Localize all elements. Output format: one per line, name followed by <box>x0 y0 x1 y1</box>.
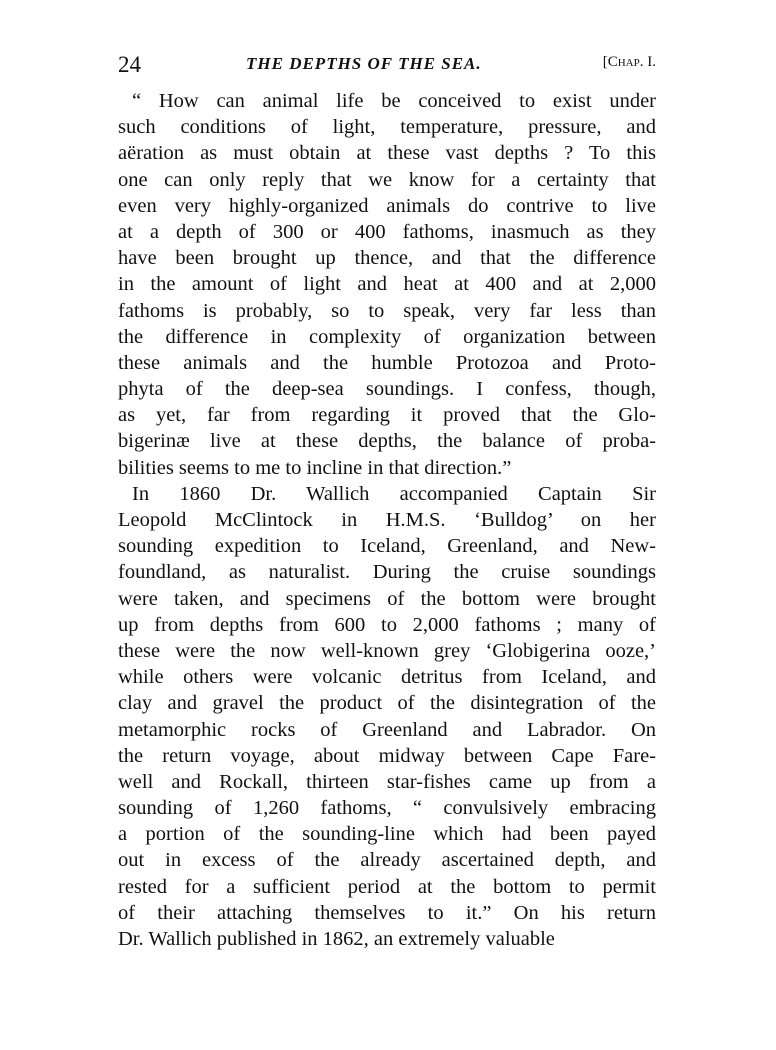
running-header <box>118 52 656 78</box>
text-line: these were the now well-known grey ‘Globigerina ooze,’ <box>118 639 656 662</box>
paragraph <box>118 88 656 481</box>
text-line: out in excess of the already ascertained depth, and <box>118 849 656 872</box>
chapter-label: [Chap. I. <box>602 54 656 70</box>
text-line: even very highly-organized animals do contrive to live <box>118 194 656 217</box>
text-line: Leopold McClintock in H.M.S. ‘Bulldog’ on her <box>118 509 656 531</box>
paragraph <box>118 481 656 952</box>
text-line: in the amount of light and heat at 400 and at 2,000 <box>118 273 656 296</box>
text-line: bigerinæ live at these depths, the balance of proba- <box>118 430 656 453</box>
text-line: bilities seems to me to incline in that direction.” <box>118 456 512 479</box>
text-line: rested for a sufficient period at the bottom to permit <box>118 875 656 898</box>
text-line: Dr. Wallich published in 1862, an extremely valuable <box>118 928 555 950</box>
text-line: metamorphic rocks of Greenland and Labrador. On <box>118 718 656 741</box>
text-line: aëration as must obtain at these vast depths ? To this <box>118 142 656 165</box>
text-line: sounding of 1,260 fathoms, “ convulsively embracing <box>118 797 656 820</box>
text-line: the return voyage, about midway between Cape Fare- <box>118 744 656 767</box>
text-line: up from depths from 600 to 2,000 fathoms ; many of <box>118 613 656 636</box>
text-line: “ How can animal life be conceived to exist under <box>132 90 656 112</box>
text-line: a portion of the sounding-line which had been payed <box>118 823 656 846</box>
text-line: sounding expedition to Iceland, Greenland, and New- <box>118 535 656 558</box>
text-line: at a depth of 300 or 400 fathoms, inasmuch as they <box>118 220 656 243</box>
page-number: 24 <box>118 52 141 77</box>
text-line: while others were volcanic detritus from Iceland, and <box>118 666 656 689</box>
text-line: of their attaching themselves to it.” On his return <box>118 901 656 924</box>
text-line: well and Rockall, thirteen star-fishes came up from a <box>118 770 656 793</box>
text-line: the difference in complexity of organization between <box>118 325 656 348</box>
text-line: foundland, as naturalist. During the cruise soundings <box>118 561 656 584</box>
text-line: one can only reply that we know for a certainty that <box>118 168 656 191</box>
text-line: have been brought up thence, and that the difference <box>118 247 656 270</box>
text-line: as yet, far from regarding it proved that the Glo- <box>118 404 656 427</box>
text-line: clay and gravel the product of the disintegration of the <box>118 692 656 715</box>
page-body <box>118 88 656 952</box>
running-title: THE DEPTHS OF THE SEA. <box>246 54 482 73</box>
text-line: such conditions of light, temperature, pressure, and <box>118 116 656 139</box>
text-line: were taken, and specimens of the bottom were brought <box>118 587 656 610</box>
text-line: these animals and the humble Protozoa and Proto- <box>118 351 656 374</box>
text-line: fathoms is probably, so to speak, very far less than <box>118 299 656 322</box>
text-line: In 1860 Dr. Wallich accompanied Captain Sir <box>132 482 656 505</box>
text-line: phyta of the deep-sea soundings. I confess, though, <box>118 378 656 401</box>
